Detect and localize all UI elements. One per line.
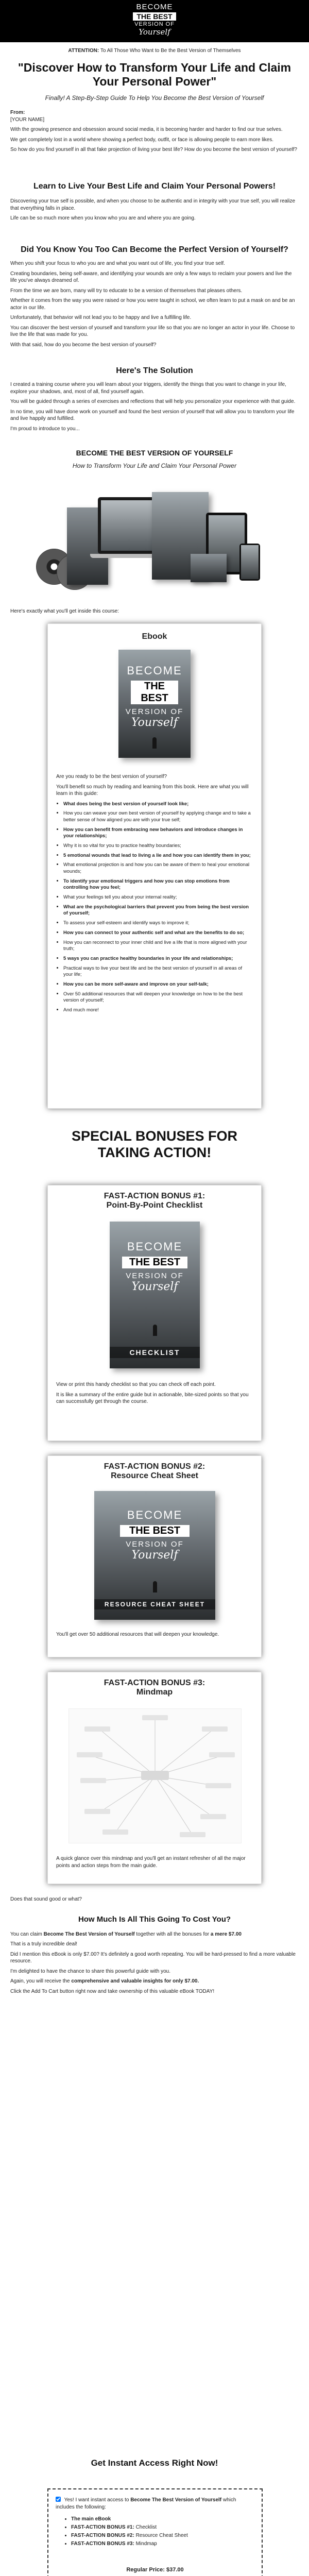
- ebook-body: [56, 773, 252, 1016]
- cover-line-4: Yourself: [131, 1549, 178, 1562]
- inside-intro-wrap: [10, 608, 299, 618]
- cover-line-1: BECOME: [127, 1509, 183, 1521]
- access-title: Get Instant Access Right Now!: [91, 2458, 218, 2468]
- know-section: [10, 245, 299, 351]
- ebook-card: [47, 623, 262, 1109]
- solution-paragraph: I'm proud to introduce to you...: [10, 426, 80, 432]
- know-paragraph: With that said, how do you become the best version of yourself?: [10, 342, 157, 348]
- bonus3-title-line2: Mindmap: [136, 1688, 173, 1697]
- bonus1-title-line1: FAST-ACTION BONUS #1:: [104, 1192, 205, 1200]
- order-check-text: Yes! I want instant access to: [64, 2497, 131, 2503]
- bonus3-paragraph: A quick glance over this mindmap and you'll get an instant refresher of all the major points and action steps from the main guide.: [56, 1856, 246, 1869]
- product-intro: [10, 448, 299, 473]
- product-title: BECOME THE BEST VERSION OF YOURSELF: [76, 449, 233, 457]
- phone-mockup: [239, 544, 260, 581]
- from-line: [10, 109, 299, 123]
- order-box: [47, 2488, 263, 2576]
- cover-line-3: VERSION OF: [126, 1540, 184, 1549]
- ebook-bullet-list: [56, 801, 252, 1013]
- cost-paragraph: [10, 1978, 299, 1985]
- main-headline: "Discover How to Transform Your Life and Claim Your Personal Power": [18, 60, 291, 88]
- sound-good-wrap: [10, 1896, 299, 1906]
- bonus1-paragraph: It is like a summary of the entire guide but in actionable, bite-sized points so that you can successfully get through the course.: [56, 1392, 249, 1404]
- letter-paragraph: So how do you find yourself in all that fake projection of living your best life? How do you become the best version of yourself?: [10, 147, 297, 152]
- cover-line-4: Yourself: [131, 716, 178, 729]
- ebook-bullet-item: • How you can weave your own best version of yourself by applying change and to take a better sense of how aligned you are with your true self;: [63, 810, 252, 823]
- bonus1-title-line2: Point-By-Point Checklist: [106, 1201, 203, 1210]
- solution-title: Here's The Solution: [116, 366, 193, 375]
- product-box-right: [191, 554, 227, 582]
- cover-line-3: VERSION OF: [125, 707, 184, 716]
- know-paragraph: Unfortunately, that behavior will not lead you to be happy and live a fulfilling life.: [10, 315, 192, 320]
- attention-text: To All Those Who Want to Be the Best Version of Themselves: [99, 48, 241, 54]
- ebook-bullet-item: • How you can connect to your authentic self and what are the benefits to do so;: [63, 929, 252, 936]
- order-item-list: [64, 2515, 246, 2548]
- bonus2-title-line2: Resource Cheat Sheet: [111, 1471, 198, 1480]
- cover-figure: [153, 1581, 157, 1592]
- cover-line-1: BECOME: [127, 1240, 183, 1253]
- order-check-product: Become The Best Version of Yourself: [130, 2497, 222, 2503]
- from-name: [YOUR NAME]: [10, 116, 45, 123]
- ebook-bullet-item: • Over 50 additional resources that will deepen your knowledge on how to be the best version of yourself;: [63, 991, 252, 1004]
- brand-logo: [128, 3, 181, 36]
- cost-paragraph: [10, 1931, 299, 1938]
- cover-line-4: Yourself: [131, 1280, 178, 1293]
- logo-line-4: Yourself: [139, 27, 170, 37]
- access-heading: [10, 2458, 299, 2468]
- bonus2-card: [47, 1455, 262, 1657]
- solution-paragraph: You will be guided through a series of exercises and reflections that will help you personalize your experience with that guide.: [10, 399, 296, 404]
- order-check-line: [56, 2497, 251, 2511]
- ebook-bullet-item: • How you can be more self-aware and improve on your self-talk;: [63, 981, 252, 988]
- sound-good: Does that sound good or what?: [10, 1896, 82, 1902]
- bonus2-paragraph: You'll get over 50 additional resources that will deepen your knowledge.: [56, 1632, 219, 1637]
- ebook-bullet-item: • Practical ways to live your best life and be the best version of yourself in all areas of your life;: [63, 965, 252, 978]
- ebook-bullet-item: • What your feelings tell you about your internal reality;: [63, 894, 252, 901]
- know-paragraph: Whether it comes from the way you were raised or how you were taught in school, we often learn to put a mask on and be an actor in our life.: [10, 298, 295, 311]
- know-title: Did You Know You Too Can Become the Perfect Version of Yourself?: [21, 245, 288, 254]
- bonus2-title: [48, 1462, 261, 1481]
- order-item-value: Checklist: [134, 2524, 157, 2530]
- product-subtitle: How to Transform Your Life and Claim Your Personal Power: [72, 462, 237, 470]
- cost-paragraph: I'm delighted to have the chance to share this powerful guide with you.: [10, 1968, 170, 1974]
- bonus1-cover-caption: CHECKLIST: [110, 1347, 200, 1358]
- mindmap-image: [68, 1708, 242, 1843]
- hero-subhead: Finally! A Step-By-Step Guide To Help You Become the Best Version of Yourself: [45, 94, 264, 101]
- cost-paragraph: That is a truly incredible deal!: [10, 1941, 78, 1947]
- logo-line-1: BECOME: [136, 3, 173, 11]
- logo-line-3: VERSION OF: [134, 21, 175, 27]
- ebook-bullet-item: • What emotional projection is and how you can be aware of them to heal your emotional wounds;: [63, 861, 252, 874]
- cost-value: comprehensive and valuable insights for only $7.00.: [71, 1978, 199, 1985]
- cost-section: [10, 1915, 299, 1998]
- ebook-bullet-item: • What does being the best version of yourself look like;: [63, 801, 252, 807]
- order-item-label: FAST-ACTION BONUS #3:: [71, 2541, 134, 2547]
- attention-line: [10, 47, 299, 55]
- ebook-intro: Are you ready to be the best version of yourself?: [56, 774, 167, 779]
- order-checkbox[interactable]: [56, 2497, 61, 2502]
- order-item: [71, 2515, 246, 2523]
- phone-screen: [241, 545, 259, 579]
- letter-paragraph: With the growing presence and obsession around social media, it is becoming harder and harder to find our true selves.: [10, 127, 283, 132]
- attention-label: ATTENTION:: [68, 48, 99, 54]
- know-paragraph: Creating boundaries, being self-aware, and identifying your wounds are only a few ways to reclaim your powers and live the life you've always dreamed of.: [10, 270, 292, 283]
- ebook-bullet-item: • How you can benefit from embracing new behaviors and introduce changes in your relationships;: [63, 826, 252, 839]
- bonus1-paragraph: View or print this handy checklist so that you can check off each point.: [56, 1382, 216, 1387]
- hero-section: [10, 47, 299, 105]
- regular-price: Regular Price: $37.00: [126, 2567, 184, 2573]
- bonus3-title: [48, 1679, 261, 1697]
- ebook-cover: [118, 650, 191, 758]
- cover-figure: [152, 737, 157, 749]
- from-label: From:: [10, 110, 25, 115]
- ebook-bullet-item: • To identify your emotional triggers and how you can stop emotions from controlling how you feel;: [63, 878, 252, 891]
- learn-paragraph: Discovering your true self is possible, and when you choose to be authentic and in integrity with your true self, you will realize that everything falls in place.: [10, 198, 296, 211]
- cost-text: together with all the bonuses for: [134, 1931, 211, 1937]
- learn-title: Learn to Live Your Best Life and Claim Your Personal Powers!: [33, 182, 276, 191]
- know-paragraph: From the time we are born, many will try to educate to be a version of themselves that pleases others.: [10, 287, 243, 294]
- cover-line-2: THE BEST: [131, 681, 178, 704]
- bonus2-cover-caption: RESOURCE CHEAT SHEET: [94, 1599, 215, 1609]
- bonus3-card: [47, 1672, 262, 1884]
- order-item-label: FAST-ACTION BONUS #1:: [71, 2524, 134, 2530]
- order-item-value: Mindmap: [134, 2541, 157, 2547]
- cost-product: Become The Best Version of Yourself: [43, 1931, 135, 1937]
- cost-text: You can claim: [10, 1931, 44, 1937]
- bonuses-title: SPECIAL BONUSES FOR TAKING ACTION!: [71, 1128, 238, 1160]
- order-check-text: which includes the following:: [56, 2497, 236, 2510]
- solution-paragraph: I created a training course where you will learn about your triggers, identify the things that you want to change in your life, explore your shadows, and, most of all, find yourself again.: [10, 382, 286, 395]
- inside-intro: Here's exactly what you'll get inside this course:: [10, 608, 119, 614]
- bonus2-title-line1: FAST-ACTION BONUS #2:: [104, 1462, 205, 1471]
- cost-paragraph: Click the Add To Cart button right now and take ownership of this valuable eBook TODAY!: [10, 1988, 215, 1994]
- order-item: [71, 2540, 246, 2548]
- solution-paragraph: In no time, you will have done work on yourself and found the best version of yourself that will allow you to transform your life and live happily and fulfilled.: [10, 409, 295, 421]
- bonus3-body: [56, 1855, 252, 1872]
- learn-paragraph: Life can be so much more when you know who you are and where you are going.: [10, 215, 196, 221]
- order-item: [71, 2523, 246, 2532]
- bonus1-card: [47, 1185, 262, 1441]
- mindmap-diagram: [69, 1709, 241, 1843]
- ebook-bullet-item: • Why it is so vital for you to practice healthy boundaries;: [63, 842, 252, 849]
- ebook-intro: You'll benefit so much by reading and learning from this book. Here are what you will learn in this guide:: [56, 784, 249, 796]
- solution-section: [10, 366, 299, 435]
- bonus2-cover: [94, 1491, 215, 1620]
- cover-line-2: THE BEST: [122, 1257, 187, 1268]
- cover-line-1: BECOME: [127, 664, 182, 677]
- cover-line-2: THE BEST: [120, 1525, 190, 1537]
- ebook-bullet-item: • What are the psychological barriers that prevent you from being the best version of yourself;: [63, 904, 252, 917]
- bonus1-body: [56, 1381, 252, 1409]
- ebook-bullet-item: • How you can reconnect to your inner child and live a life that is more aligned with your truth;: [63, 939, 252, 952]
- logo-line-2: THE BEST: [133, 12, 176, 21]
- cost-text: Again, you will receive the: [10, 1978, 72, 1985]
- ebook-card-title: Ebook: [142, 632, 167, 641]
- bonus2-body: [56, 1631, 252, 1641]
- order-item: [71, 2532, 246, 2540]
- ebook-bullet-item: • And much more!: [63, 1007, 252, 1013]
- cost-paragraph: Did I mention this eBook is only $7.00? It's definitely a good worth repeating. You will be hard-pressed to find a more valuable resource.: [10, 1951, 296, 1964]
- know-paragraph: When you shift your focus to who you are and what you want out of life, you find your true self.: [10, 261, 225, 266]
- bonus1-title: [48, 1192, 261, 1210]
- cost-price: a mere $7.00: [210, 1931, 242, 1937]
- order-item-label: FAST-ACTION BONUS #2:: [71, 2533, 134, 2538]
- order-item-value: Resource Cheat Sheet: [134, 2533, 188, 2538]
- ebook-bullet-item: • 5 ways you can practice healthy boundaries in your life and relationships;: [63, 955, 252, 962]
- learn-section: [10, 181, 299, 225]
- order-item-label: The main eBook: [71, 2516, 111, 2522]
- intro-letter: [10, 109, 299, 157]
- cost-title: How Much Is All This Going To Cost You?: [78, 1915, 231, 1924]
- know-paragraph: You can discover the best version of yourself and transform your life so that you are no longer an actor in your life. Choose to live the life that was made for you.: [10, 325, 295, 337]
- bonus3-title-line1: FAST-ACTION BONUS #3:: [104, 1679, 205, 1687]
- cover-line-3: VERSION OF: [126, 1272, 184, 1280]
- bonus1-cover: [110, 1222, 200, 1368]
- product-bundle-image: [36, 477, 273, 600]
- ebook-bullet-item: • To assess your self-esteem and identify ways to improve it;: [63, 920, 252, 926]
- ebook-bullet-item: • 5 emotional wounds that lead to living a lie and how you can identify them in you;: [63, 852, 252, 859]
- letter-paragraph: We get completely lost in a world where showing a perfect body, outfit, or face is allowing people to earn more likes.: [10, 137, 274, 143]
- bonuses-heading: [52, 1128, 258, 1161]
- page-header: [0, 0, 309, 42]
- cover-figure: [153, 1325, 157, 1336]
